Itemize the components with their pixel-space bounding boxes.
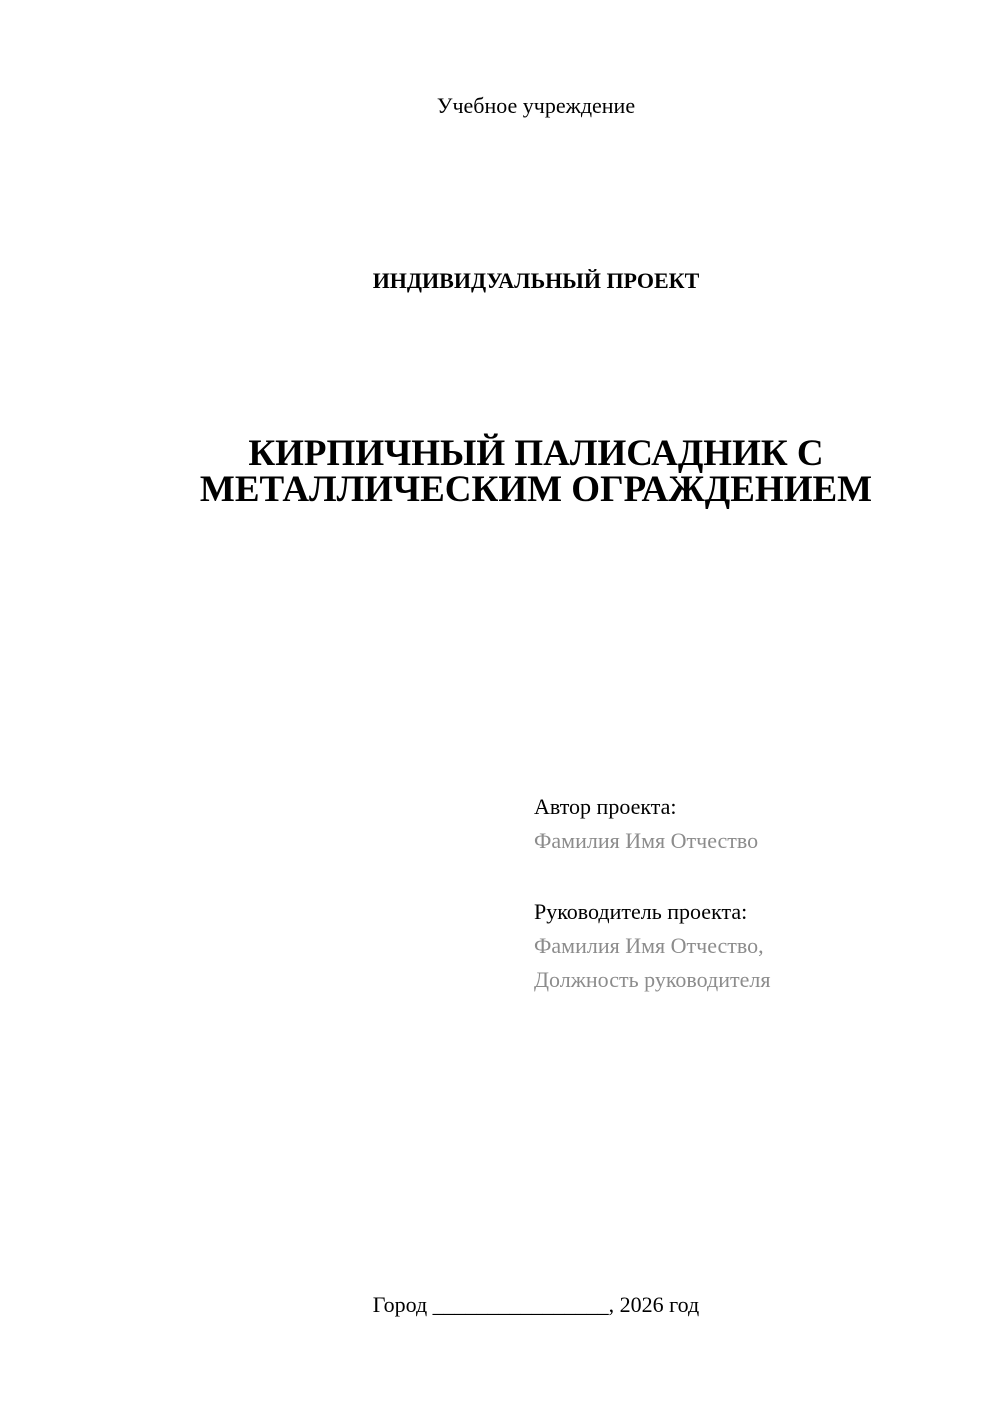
credits-spacer <box>534 858 974 895</box>
city-year-line: Город ________________, 2026 год <box>372 1292 700 1317</box>
project-title-line-1: КИРПИЧНЫЙ ПАЛИСАДНИК С <box>248 433 824 474</box>
project-title <box>0 433 1000 510</box>
institution-name: Учебное учреждение <box>436 93 636 118</box>
credits-block <box>534 790 974 997</box>
supervisor-name: Фамилия Имя Отчество, <box>534 933 764 958</box>
project-title-line-2: МЕТАЛЛИЧЕСКИМ ОГРАЖДЕНИЕМ <box>199 469 873 510</box>
project-type-heading: ИНДИВИДУАЛЬНЫЙ ПРОЕКТ <box>372 268 700 293</box>
author-name: Фамилия Имя Отчество <box>534 828 759 853</box>
author-label: Автор проекта: <box>534 794 677 819</box>
supervisor-position: Должность руководителя <box>534 967 771 992</box>
supervisor-label: Руководитель проекта: <box>534 899 748 924</box>
